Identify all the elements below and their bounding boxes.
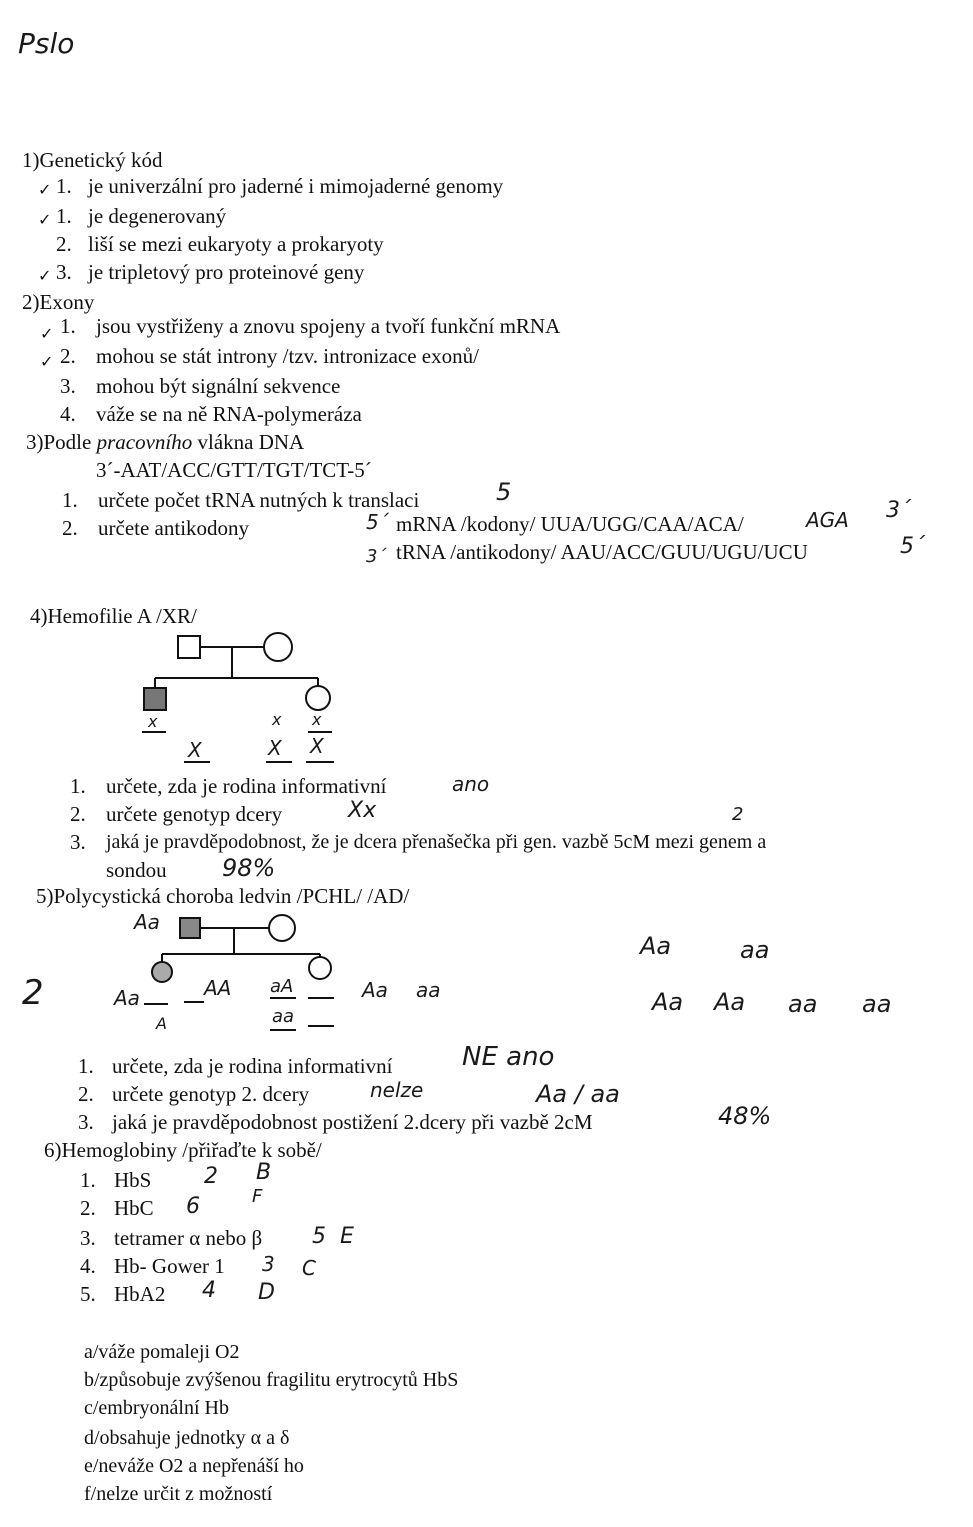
q5-item-text: určete, zda je rodina informativní [112,1054,393,1078]
ped-label: Aa [362,978,388,1002]
q6-answer: 3 [262,1252,275,1276]
q6-item-text: HbA2 [114,1282,166,1306]
trna-anticodons: tRNA /antikodony/ AAU/ACC/GUU/UGU/UCU [396,540,808,564]
q6-item-num: 4. [80,1254,96,1278]
q1-item-text: je degenerovaný [88,204,227,228]
option-line: c/embryonální Hb [84,1397,229,1419]
q2-item-text: váže se na ně RNA-polymeráza [96,402,362,426]
q4-item-num: 1. [70,774,86,798]
check-icon: ✓ [38,210,52,229]
ped-label: x [312,710,322,729]
ped-label: Aa [134,910,160,934]
check-icon: ✓ [40,352,54,371]
q3-item-text: určete počet tRNA nutných k translaci [98,488,420,512]
ped-label: aA [270,976,294,997]
q4-item-num: 2. [70,802,86,826]
q3-item-num: 1. [62,488,78,512]
mrna-handwritten: AGA [806,508,849,532]
ped-label: X [268,736,282,760]
note-genotype: aa [862,990,892,1018]
q6-item-text: Hb- Gower 1 [114,1254,225,1278]
ped-label: aa [416,978,441,1002]
q5-item-text: určete genotyp 2. dcery [112,1082,310,1106]
option-line: d/obsahuje jednotky α a δ [84,1427,290,1449]
q5-title: 5)Polycystická choroba ledvin /PCHL/ /AD/ [36,884,410,908]
q6-answer: 2 [204,1164,218,1189]
mrna-suffix: 3´ [886,498,911,523]
q2-item-text: mohou se stát introny /tzv. intronizace exonů/ [96,344,479,368]
q6-answer: D [258,1280,275,1305]
q1-item-num: 3. [56,260,72,284]
mrna-prefix: 5´ [366,510,389,534]
note-genotype: Aa [652,988,684,1016]
note-genotype: aa [740,936,770,964]
ped-label: Aa [114,986,140,1010]
q5-item-num: 3. [78,1110,94,1134]
q5-item-num: 1. [78,1054,94,1078]
q2-title: 2)Exony [22,290,95,314]
q6-item-text: HbS [114,1168,152,1192]
ped-label: aa [272,1006,295,1027]
check-icon: ✓ [38,266,52,285]
q1-item-num: 1. [56,174,72,198]
check-icon: ✓ [38,180,52,199]
q5-item-num: 2. [78,1082,94,1106]
answer-count: 5 [496,478,512,506]
q1-item-text: je tripletový pro proteinové geny [88,260,365,284]
q6-answer: B [256,1160,272,1185]
q2-item-num: 3. [60,374,76,398]
ped-label: X [188,738,202,762]
q6-item-num: 1. [80,1168,96,1192]
note-genotype: Aa [640,932,672,960]
q1-item-num: 2. [56,232,72,256]
q4-answer: Xx [348,798,377,823]
q5-extra: Aa / aa [536,1080,620,1108]
q6-item-text: HbC [114,1196,154,1220]
q6-item-num: 3. [80,1226,96,1250]
dna-sequence: 3´-AAT/ACC/GTT/TGT/TCT-5´ [96,458,372,482]
q4-answer: 2 [732,804,744,825]
q4-title: 4)Hemofilie A /XR/ [30,604,197,628]
q3-title: 3)Podle pracovního vlákna DNA [26,430,305,454]
ped-label: X [310,734,324,758]
q6-answer: C [302,1256,316,1280]
q1-title: 1)Genetický kód [22,148,163,172]
q2-item-num: 2. [60,344,76,368]
note-genotype: Aa [714,988,746,1016]
note-genotype: aa [788,990,818,1018]
trna-suffix: 5´ [900,534,925,559]
q2-item-text: mohou být signální sekvence [96,374,341,398]
ped-label: x [272,710,282,729]
option-line: f/nelze určit z možností [84,1483,273,1505]
option-line: b/způsobuje zvýšenou fragilitu erytrocytů HbS [84,1369,459,1391]
margin-note: 2 [22,973,44,1013]
q1-item-text: liší se mezi eukaryoty a prokaryoty [88,232,384,256]
q4-answer: ano [452,772,490,796]
q4-item-text: určete genotyp dcery [106,802,283,826]
mrna-codons: mRNA /kodony/ UUA/UGG/CAA/ACA/ [396,512,744,536]
student-name: Pslo [18,27,75,60]
q6-answer: F [252,1186,263,1207]
ped-label: AA [204,976,232,1000]
q5-item-text: jaká je pravděpodobnost postižení 2.dcery při vazbě 2cM [112,1110,593,1134]
q4-item-text: jaká je pravděpodobnost, že je dcera přenašečka při gen. vazbě 5cM mezi genem a [106,831,767,853]
q1-item-num: 1. [56,204,72,228]
option-line: a/váže pomaleji O2 [84,1341,240,1363]
q4-item-text: určete, zda je rodina informativní [106,774,387,798]
q4-item-num: 3. [70,830,86,854]
ped-label: x [148,712,158,731]
q6-item-num: 2. [80,1196,96,1220]
q2-item-num: 1. [60,314,76,338]
q4-answer: 98% [222,854,276,882]
q4-item-text: sondou [106,858,167,882]
q6-answer: E [340,1224,354,1249]
q6-item-num: 5. [80,1282,96,1306]
check-icon: ✓ [40,324,54,343]
option-line: e/neváže O2 a nepřenáší ho [84,1455,304,1477]
q1-item-text: je univerzální pro jaderné i mimojaderné genomy [88,174,504,198]
q5-answer: NE ano [462,1042,555,1072]
trna-prefix: 3´ [366,546,387,567]
q2-item-text: jsou vystřiženy a znovu spojeny a tvoří funkční mRNA [96,314,561,338]
q6-item-text: tetramer α nebo β [114,1226,263,1250]
q3-item-text: určete antikodony [98,516,250,540]
q6-title: 6)Hemoglobiny /přiřaďte k sobě/ [44,1138,322,1162]
q6-answer: 4 [202,1278,216,1303]
q6-answer: 6 [186,1194,200,1219]
q5-answer: nelze [370,1078,424,1102]
q5-answer: 48% [718,1102,772,1130]
q6-answer: 5 [312,1224,326,1249]
q2-item-num: 4. [60,402,76,426]
q3-item-num: 2. [62,516,78,540]
ped-label: A [156,1014,167,1033]
